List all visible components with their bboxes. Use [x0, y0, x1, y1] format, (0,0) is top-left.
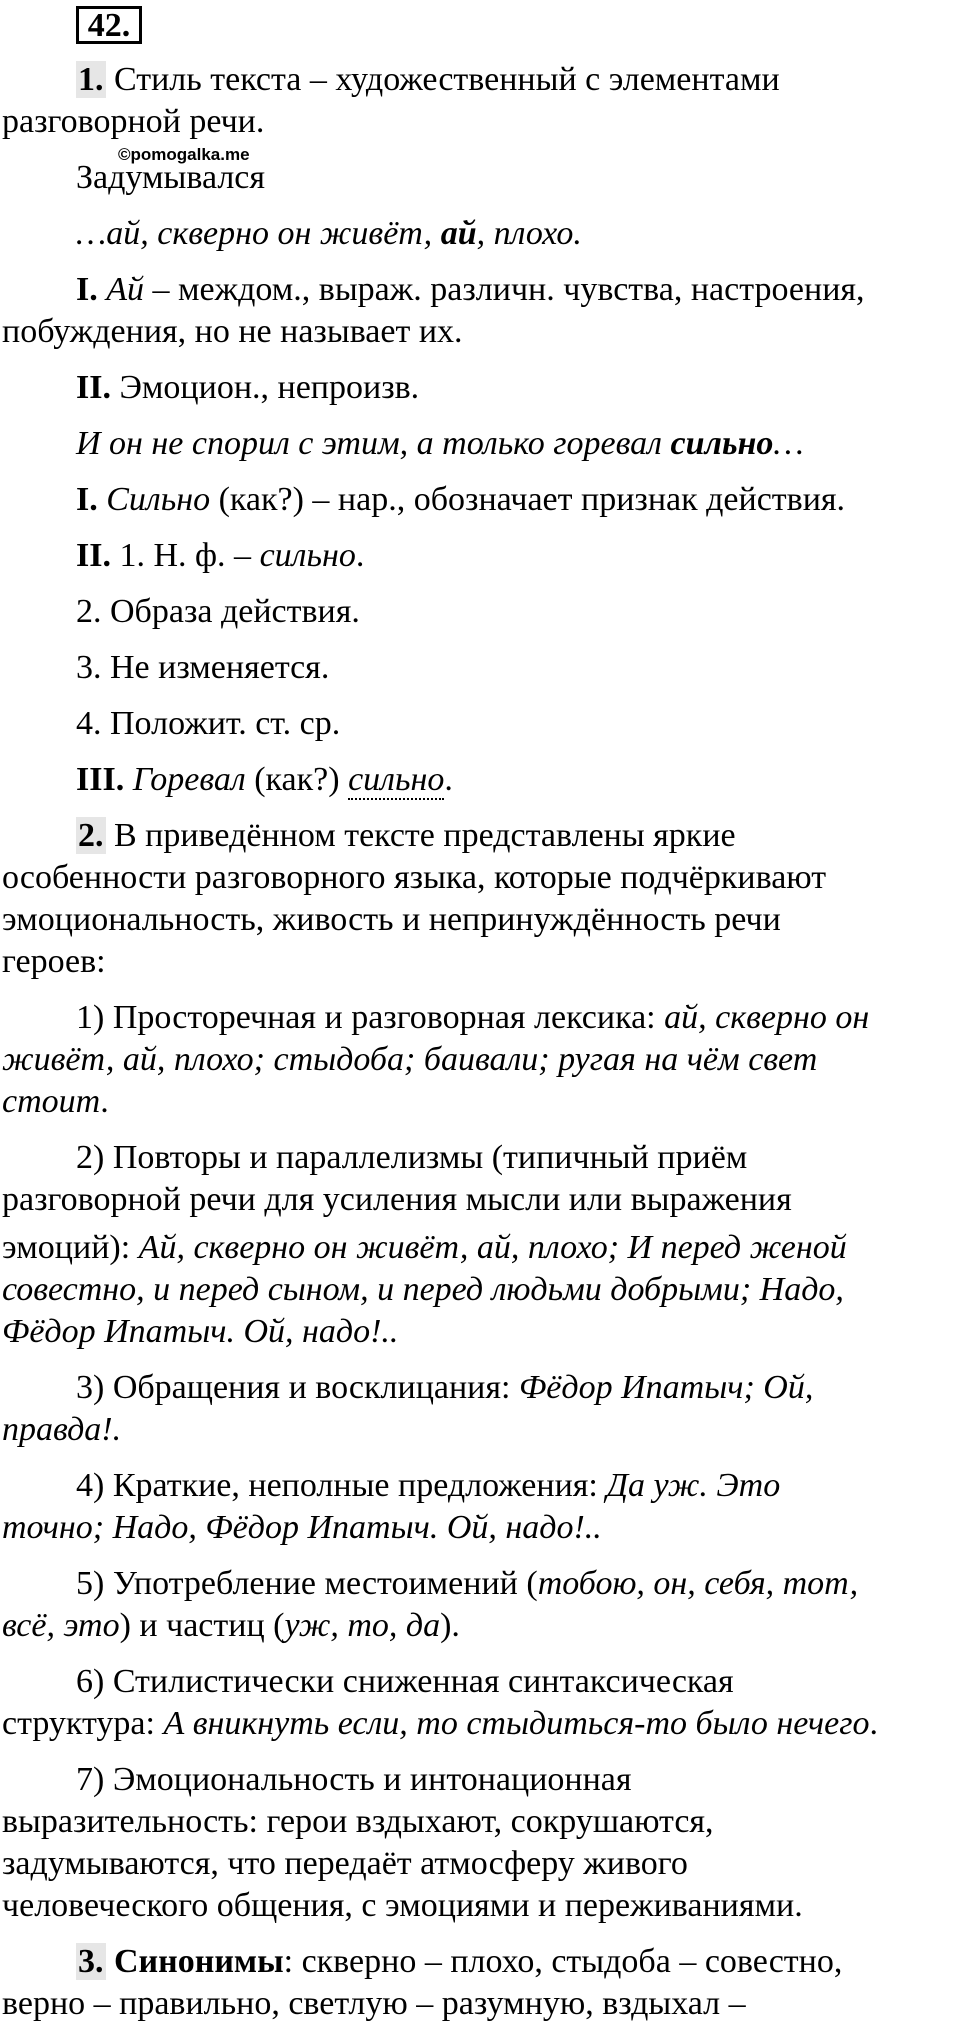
- analysis-b2: II. 1. Н. ф. – сильно.: [76, 537, 365, 574]
- part2-line4: героев:: [2, 943, 106, 980]
- point1-line1: 1) Просторечная и разговорная лексика: ай, скверно он: [76, 999, 870, 1036]
- point7-line4: человеческого общения, с эмоциями и переживаниями.: [2, 1887, 803, 1924]
- point3-line1: 3) Обращения и восклицания: Фёдор Ипатыч; Ой,: [76, 1369, 814, 1406]
- part2-line1: 2. В приведённом тексте представлены яркие: [78, 817, 736, 854]
- quote2: И он не спорил с этим, а только горевал сильно…: [76, 425, 804, 462]
- point4-line1: 4) Краткие, неполные предложения: Да уж. Это: [76, 1467, 781, 1504]
- point2-line2: разговорной речи для усиления мысли или выражения: [2, 1181, 792, 1218]
- point7-line1: 7) Эмоциональность и интонационная: [76, 1761, 632, 1798]
- part2-line3: эмоциональность, живость и непринуждённость речи: [2, 901, 781, 938]
- word-title: Задумывался: [76, 159, 266, 196]
- analysis-b6: III. Горевал (как?) сильно.: [76, 761, 453, 798]
- analysis-b3: 2. Образа действия.: [76, 593, 360, 630]
- analysis-b1: I. Сильно (как?) – нар., обозначает признак действия.: [76, 481, 846, 518]
- point5-line1: 5) Употребление местоимений (тобою, он, себя, тот,: [76, 1565, 859, 1602]
- point1-line3: стоит.: [2, 1083, 109, 1120]
- analysis-b5: 4. Положит. ст. ср.: [76, 705, 341, 742]
- quote1: …ай, скверно он живёт, ай, плохо.: [76, 215, 582, 252]
- analysis-b4: 3. Не изменяется.: [76, 649, 330, 686]
- point6-line1: 6) Стилистически сниженная синтаксическая: [76, 1663, 734, 1700]
- part1-line2: разговорной речи.: [2, 103, 265, 140]
- exercise-number-box: [76, 6, 142, 44]
- part1-number: 1.: [78, 61, 104, 98]
- part3-line1: 3. Синонимы: скверно – плохо, стыдоба – совестно,: [78, 1943, 843, 1980]
- point3-line2: правда!.: [2, 1411, 122, 1448]
- point1-line2: живёт, ай, плохо; стыдоба; баивали; ругая на чём свет: [2, 1041, 818, 1078]
- analysis-a1-line2: побуждения, но не называет их.: [2, 313, 463, 350]
- part1-line1: 1. Стиль текста – художественный с элементами: [78, 61, 780, 98]
- point2-line4: совестно, и перед сыном, и перед людьми добрыми; Надо,: [2, 1271, 844, 1308]
- point5-line2: всё, это) и частиц (уж, то, да).: [2, 1607, 460, 1644]
- part2-line2: особенности разговорного языка, которые подчёркивают: [2, 859, 827, 896]
- point6-line2: структура: А вникнуть если, то стыдиться-то было нечего.: [2, 1705, 878, 1742]
- underlined-word: сильно: [348, 761, 445, 798]
- part3-number: 3.: [78, 1943, 104, 1980]
- point2-line5: Фёдор Ипатыч. Ой, надо!..: [2, 1313, 399, 1350]
- point7-line2: выразительность: герои вздыхают, сокрушаются,: [2, 1803, 714, 1840]
- point4-line2: точно; Надо, Фёдор Ипатыч. Ой, надо!..: [2, 1509, 602, 1546]
- point2-line1: 2) Повторы и параллелизмы (типичный приём: [76, 1139, 748, 1176]
- analysis-a2: II. Эмоцион., непроизв.: [76, 369, 420, 406]
- point2-line3: эмоций): Ай, скверно он живёт, ай, плохо; И перед женой: [2, 1229, 847, 1266]
- part3-line2: верно – правильно, светлую – разумную, вздыхал –: [2, 1985, 746, 2022]
- point7-line3: задумываются, что передаёт атмосферу живого: [2, 1845, 688, 1882]
- exercise-number: 42.: [87, 7, 131, 44]
- part2-number: 2.: [78, 817, 104, 854]
- watermark: ©pomogalka.me: [118, 145, 250, 164]
- analysis-a1: I. Ай – междом., выраж. различн. чувства, настроения,: [76, 271, 865, 308]
